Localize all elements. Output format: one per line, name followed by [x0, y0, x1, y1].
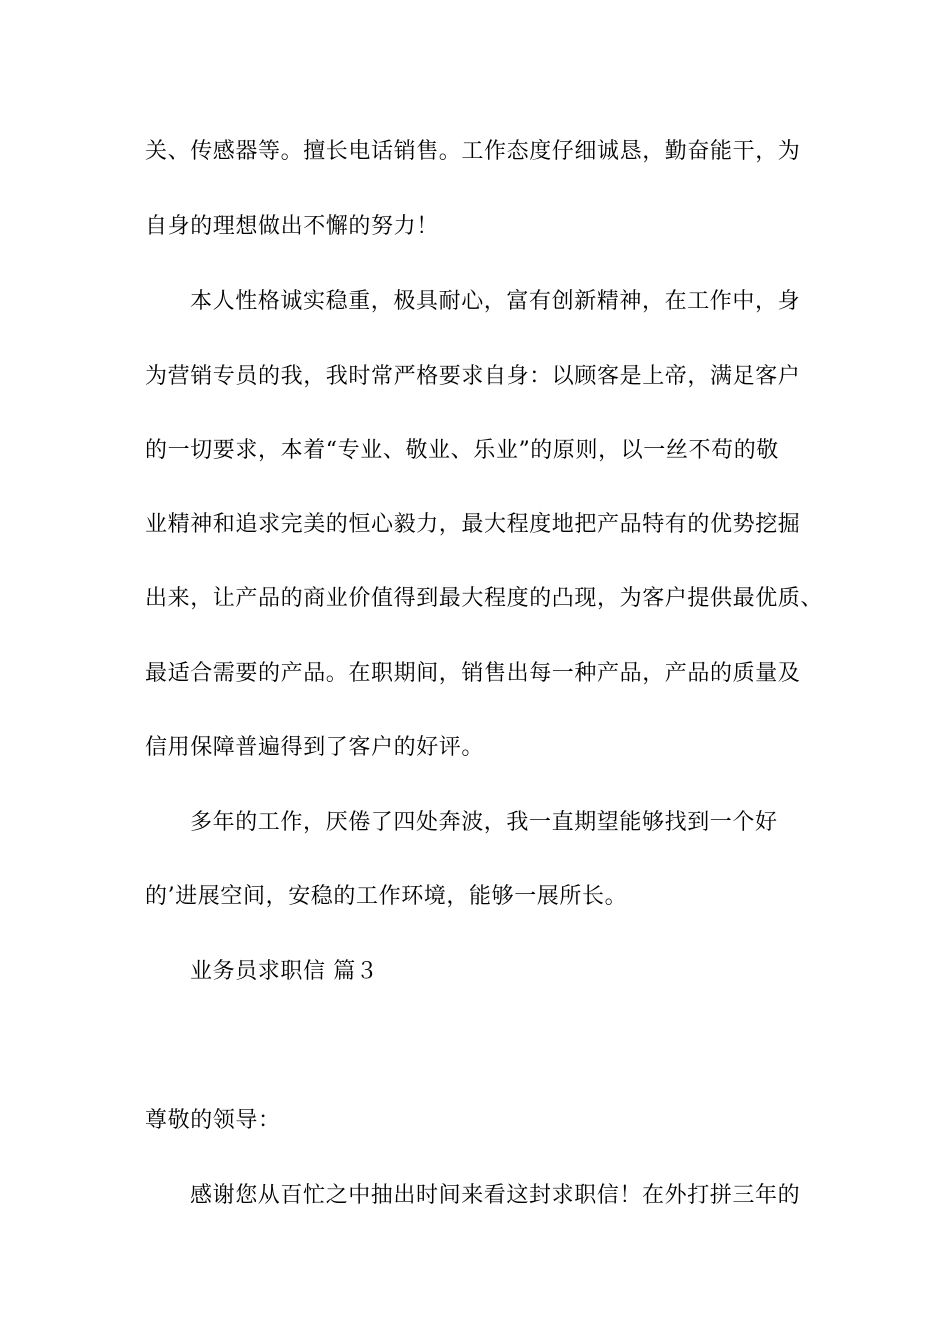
paragraph-line: 为营销专员的我，我时常严格要求自身：以顾客是上帝，满足客户 — [145, 364, 801, 389]
salutation: 尊敬的领导： — [145, 1108, 281, 1133]
paragraph-line: 的一切要求，本着“专业、敬业、乐业”的原则，以一丝不苟的敬 — [145, 438, 779, 463]
paragraph-line: 最适合需要的产品。在职期间，销售出每一种产品，产品的质量及 — [145, 661, 801, 686]
paragraph-line: 出来，让产品的商业价值得到最大程度的凸现，为客户提供最优质、 — [145, 586, 824, 611]
paragraph-line: 关、传感器等。擅长电话销售。工作态度仔细诚恳，勤奋能干，为 — [145, 139, 801, 164]
paragraph-line: 的’进展空间，安稳的工作环境，能够一展所长。 — [145, 884, 628, 909]
section-heading: 业务员求职信 篇３ — [190, 959, 379, 984]
paragraph-line: 多年的工作，厌倦了四处奔波，我一直期望能够找到一个好 — [190, 810, 778, 835]
paragraph-line: 自身的理想做出不懈的努力！ — [145, 214, 439, 239]
paragraph-line: 业精神和追求完美的恒心毅力，最大程度地把产品特有的优势挖掘 — [145, 512, 801, 537]
paragraph-line: 本人性格诚实稳重，极具耐心，富有创新精神，在工作中，身 — [190, 289, 801, 314]
paragraph-line: 信用保障普遍得到了客户的好评。 — [145, 735, 485, 760]
paragraph-line: 感谢您从百忙之中抽出时间来看这封求职信！在外打拼三年的 — [190, 1183, 801, 1208]
